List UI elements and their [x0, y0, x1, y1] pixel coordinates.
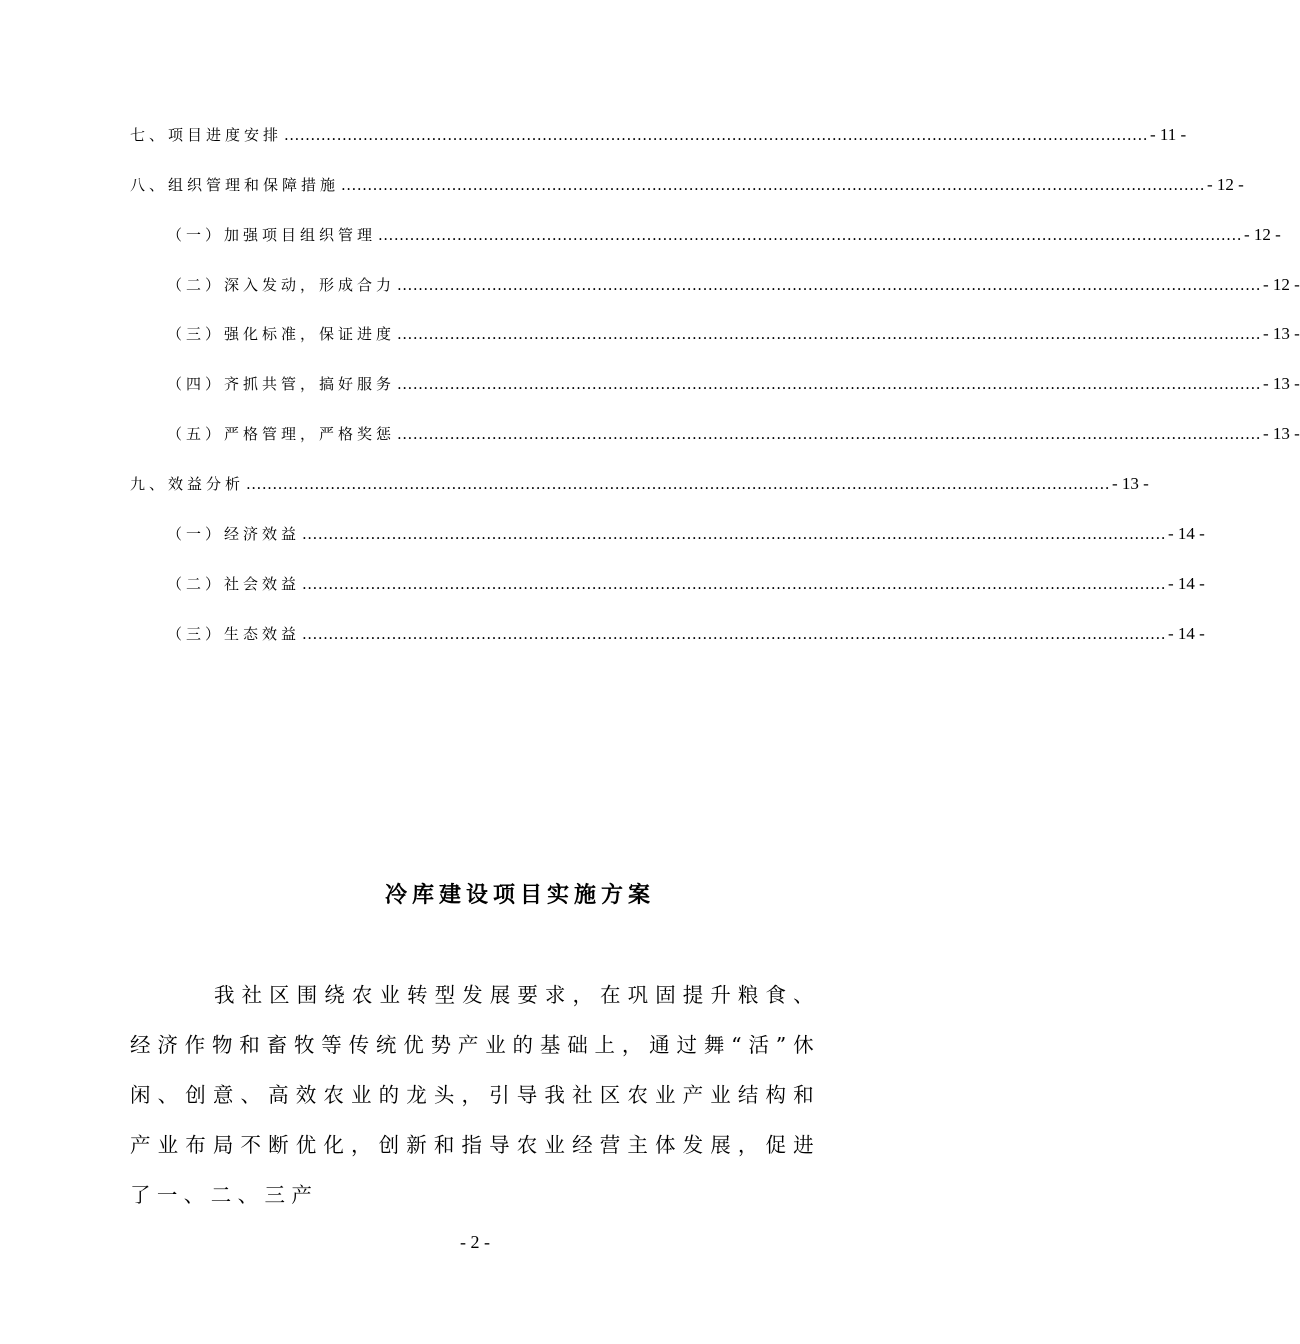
toc-entry-label: （一）加强项目组织管理 [167, 226, 377, 244]
toc-entry[interactable] [167, 371, 1300, 397]
toc-entry[interactable] [167, 421, 1300, 447]
toc-entry-label: （三）强化标准，保证进度 [167, 325, 396, 343]
toc-entry-label: （五）严格管理，严格奖惩 [167, 425, 396, 443]
toc-entry[interactable] [130, 471, 1149, 497]
toc-entry-page: - 13 - [1262, 324, 1300, 343]
document-title: 冷库建设项目实施方案 [384, 882, 655, 908]
toc-entry-label: （二）深入发动，形成合力 [167, 276, 396, 294]
toc-entry-page: - 12 - [1243, 225, 1281, 244]
toc-entry[interactable] [130, 172, 1244, 198]
toc-leader-dots: .................................................................................................................................................................... [302, 575, 1166, 593]
toc-entry-page: - 14 - [1167, 624, 1205, 643]
toc-entry-label: （三）生态效益 [167, 625, 301, 643]
toc-leader-dots: .................................................................................................................................................................... [246, 475, 1110, 493]
toc-entry-label: （一）经济效益 [167, 525, 301, 543]
toc-leader-dots: .................................................................................................................................................................... [302, 625, 1166, 643]
toc-leader-dots: .................................................................................................................................................................... [341, 176, 1205, 194]
toc-leader-dots: .................................................................................................................................................................... [284, 126, 1148, 144]
page-number: - 2 - [460, 1232, 490, 1252]
toc-entry-page: - 13 - [1262, 424, 1300, 443]
toc-entry-page: - 11 - [1149, 125, 1187, 144]
body-paragraph: 我社区围绕农业转型发展要求，在巩固提升粮食、经济作物和畜牧等传统优势产业的基础上，通过舞“活”休闲、创意、高效农业的龙头，引导我社区农业产业结构和产业布局不断优化，创新和指导农业经营主体发展，促进了一、二、三产 [130, 983, 820, 1207]
toc-entry-page: - 14 - [1167, 574, 1205, 593]
toc-entry-label: 八、组织管理和保障措施 [130, 176, 340, 194]
toc-entry-label: （二）社会效益 [167, 575, 301, 593]
toc-entry-page: - 12 - [1206, 175, 1244, 194]
toc-entry[interactable] [167, 272, 1300, 298]
toc-entry[interactable] [167, 321, 1300, 347]
toc-entry-page: - 14 - [1167, 524, 1205, 543]
toc-entry-page: - 13 - [1111, 474, 1149, 493]
toc-entry[interactable] [167, 571, 1205, 597]
toc-leader-dots: .................................................................................................................................................................... [397, 375, 1261, 393]
toc-entry-label: 七、项目进度安排 [130, 126, 283, 144]
toc-entry-label: （四）齐抓共管，搞好服务 [167, 375, 396, 393]
toc-leader-dots: .................................................................................................................................................................... [397, 325, 1261, 343]
toc-entry[interactable] [167, 222, 1281, 248]
toc-entry-page: - 12 - [1262, 275, 1300, 294]
toc-leader-dots: .................................................................................................................................................................... [378, 226, 1242, 244]
toc-entry-label: 九、效益分析 [130, 475, 245, 493]
toc-leader-dots: .................................................................................................................................................................... [397, 276, 1261, 294]
toc-leader-dots: .................................................................................................................................................................... [302, 525, 1166, 543]
toc-entry[interactable] [167, 621, 1205, 647]
toc-entry[interactable] [167, 521, 1205, 547]
toc-leader-dots: .................................................................................................................................................................... [397, 425, 1261, 443]
toc-entry-page: - 13 - [1262, 374, 1300, 393]
toc-entry[interactable] [130, 122, 1187, 148]
